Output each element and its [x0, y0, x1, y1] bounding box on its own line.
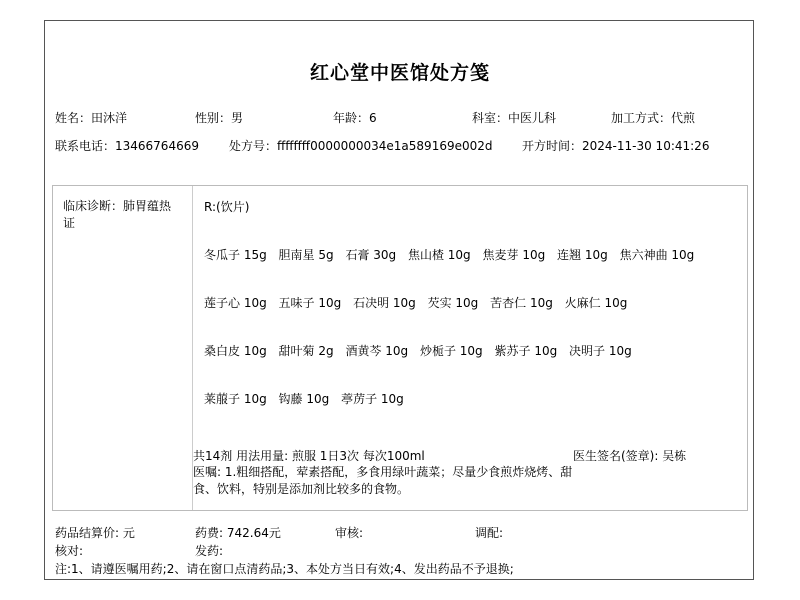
department: 科室：中医儿科 — [472, 111, 557, 125]
herb-item: 甜叶菊 2g — [278, 344, 334, 358]
herb-item: 莲子心 10g — [204, 296, 267, 310]
herb-row — [204, 342, 640, 359]
usage-dosage: 共14剂 用法用量: 煎服 1日3次 每次100ml — [193, 449, 425, 463]
herb-item: 焦六神曲 10g — [619, 248, 695, 262]
drug-fee: 药费: 742.64元 — [195, 526, 281, 540]
herb-row — [204, 294, 635, 311]
settlement-price: 药品结算价: 元 — [55, 526, 135, 540]
herb-item: 焦麦芽 10g — [482, 248, 546, 262]
rx-label: R:(饮片) — [204, 200, 250, 214]
medical-advice: 医嘱: 1.粗细搭配，荤素搭配，多食用绿叶蔬菜；尽量少食煎炸烧烤、甜食、饮料，特别是添加剂比较多的食物。 — [193, 465, 573, 496]
herb-item: 紫苏子 10g — [494, 344, 558, 358]
patient-phone: 联系电话：13466764669 — [55, 139, 199, 153]
herb-item: 连翘 10g — [557, 248, 608, 262]
herb-item: 胆南星 5g — [278, 248, 334, 262]
herb-item: 石决明 10g — [353, 296, 416, 310]
herb-row — [204, 390, 412, 407]
check-field: 核对: — [55, 544, 84, 558]
herb-item: 五味子 10g — [278, 296, 342, 310]
herb-item: 芡实 10g — [427, 296, 479, 310]
patient-gender: 性别：男 — [195, 111, 244, 125]
rx-number: 处方号：ffffffff0000000034e1a589169e002d — [229, 139, 493, 153]
herb-item: 葶苈子 10g — [341, 392, 404, 406]
prescription-sheet — [44, 20, 754, 580]
rx-time: 开方时间：2024-11-30 10:41:26 — [522, 139, 710, 153]
patient-name: 姓名：田沐洋 — [55, 111, 128, 125]
clinical-diagnosis: 临床诊断：肺胃蕴热证 — [63, 199, 172, 230]
issue-field: 发药: — [195, 544, 224, 558]
prescription-box — [52, 185, 748, 511]
processing-method: 加工方式：代煎 — [611, 111, 696, 125]
page-title: 红心堂中医馆处方笺 — [309, 62, 490, 84]
herb-item: 酒黄芩 10g — [345, 344, 409, 358]
doctor-signature: 医生签名(签章): 吴栋 — [573, 449, 687, 463]
herb-item: 火麻仁 10g — [564, 296, 628, 310]
herb-row — [204, 246, 702, 263]
herb-item: 桑白皮 10g — [204, 344, 267, 358]
footer-note: 注:1、请遵医嘱用药;2、请在窗口点清药品;3、本处方当日有效;4、发出药品不予退换; — [55, 562, 514, 576]
dispense-field: 调配: — [475, 526, 504, 540]
review-field: 审核: — [335, 526, 364, 540]
herb-item: 钩藤 10g — [278, 392, 330, 406]
herb-item: 焦山楂 10g — [407, 248, 471, 262]
patient-age: 年龄：6 — [333, 111, 377, 125]
herb-item: 苦杏仁 10g — [490, 296, 553, 310]
herb-item: 决明子 10g — [569, 344, 632, 358]
herb-item: 莱菔子 10g — [204, 392, 267, 406]
herb-item: 炒栀子 10g — [419, 344, 483, 358]
herb-item: 冬瓜子 15g — [204, 248, 267, 262]
herb-item: 石膏 30g — [345, 248, 397, 262]
